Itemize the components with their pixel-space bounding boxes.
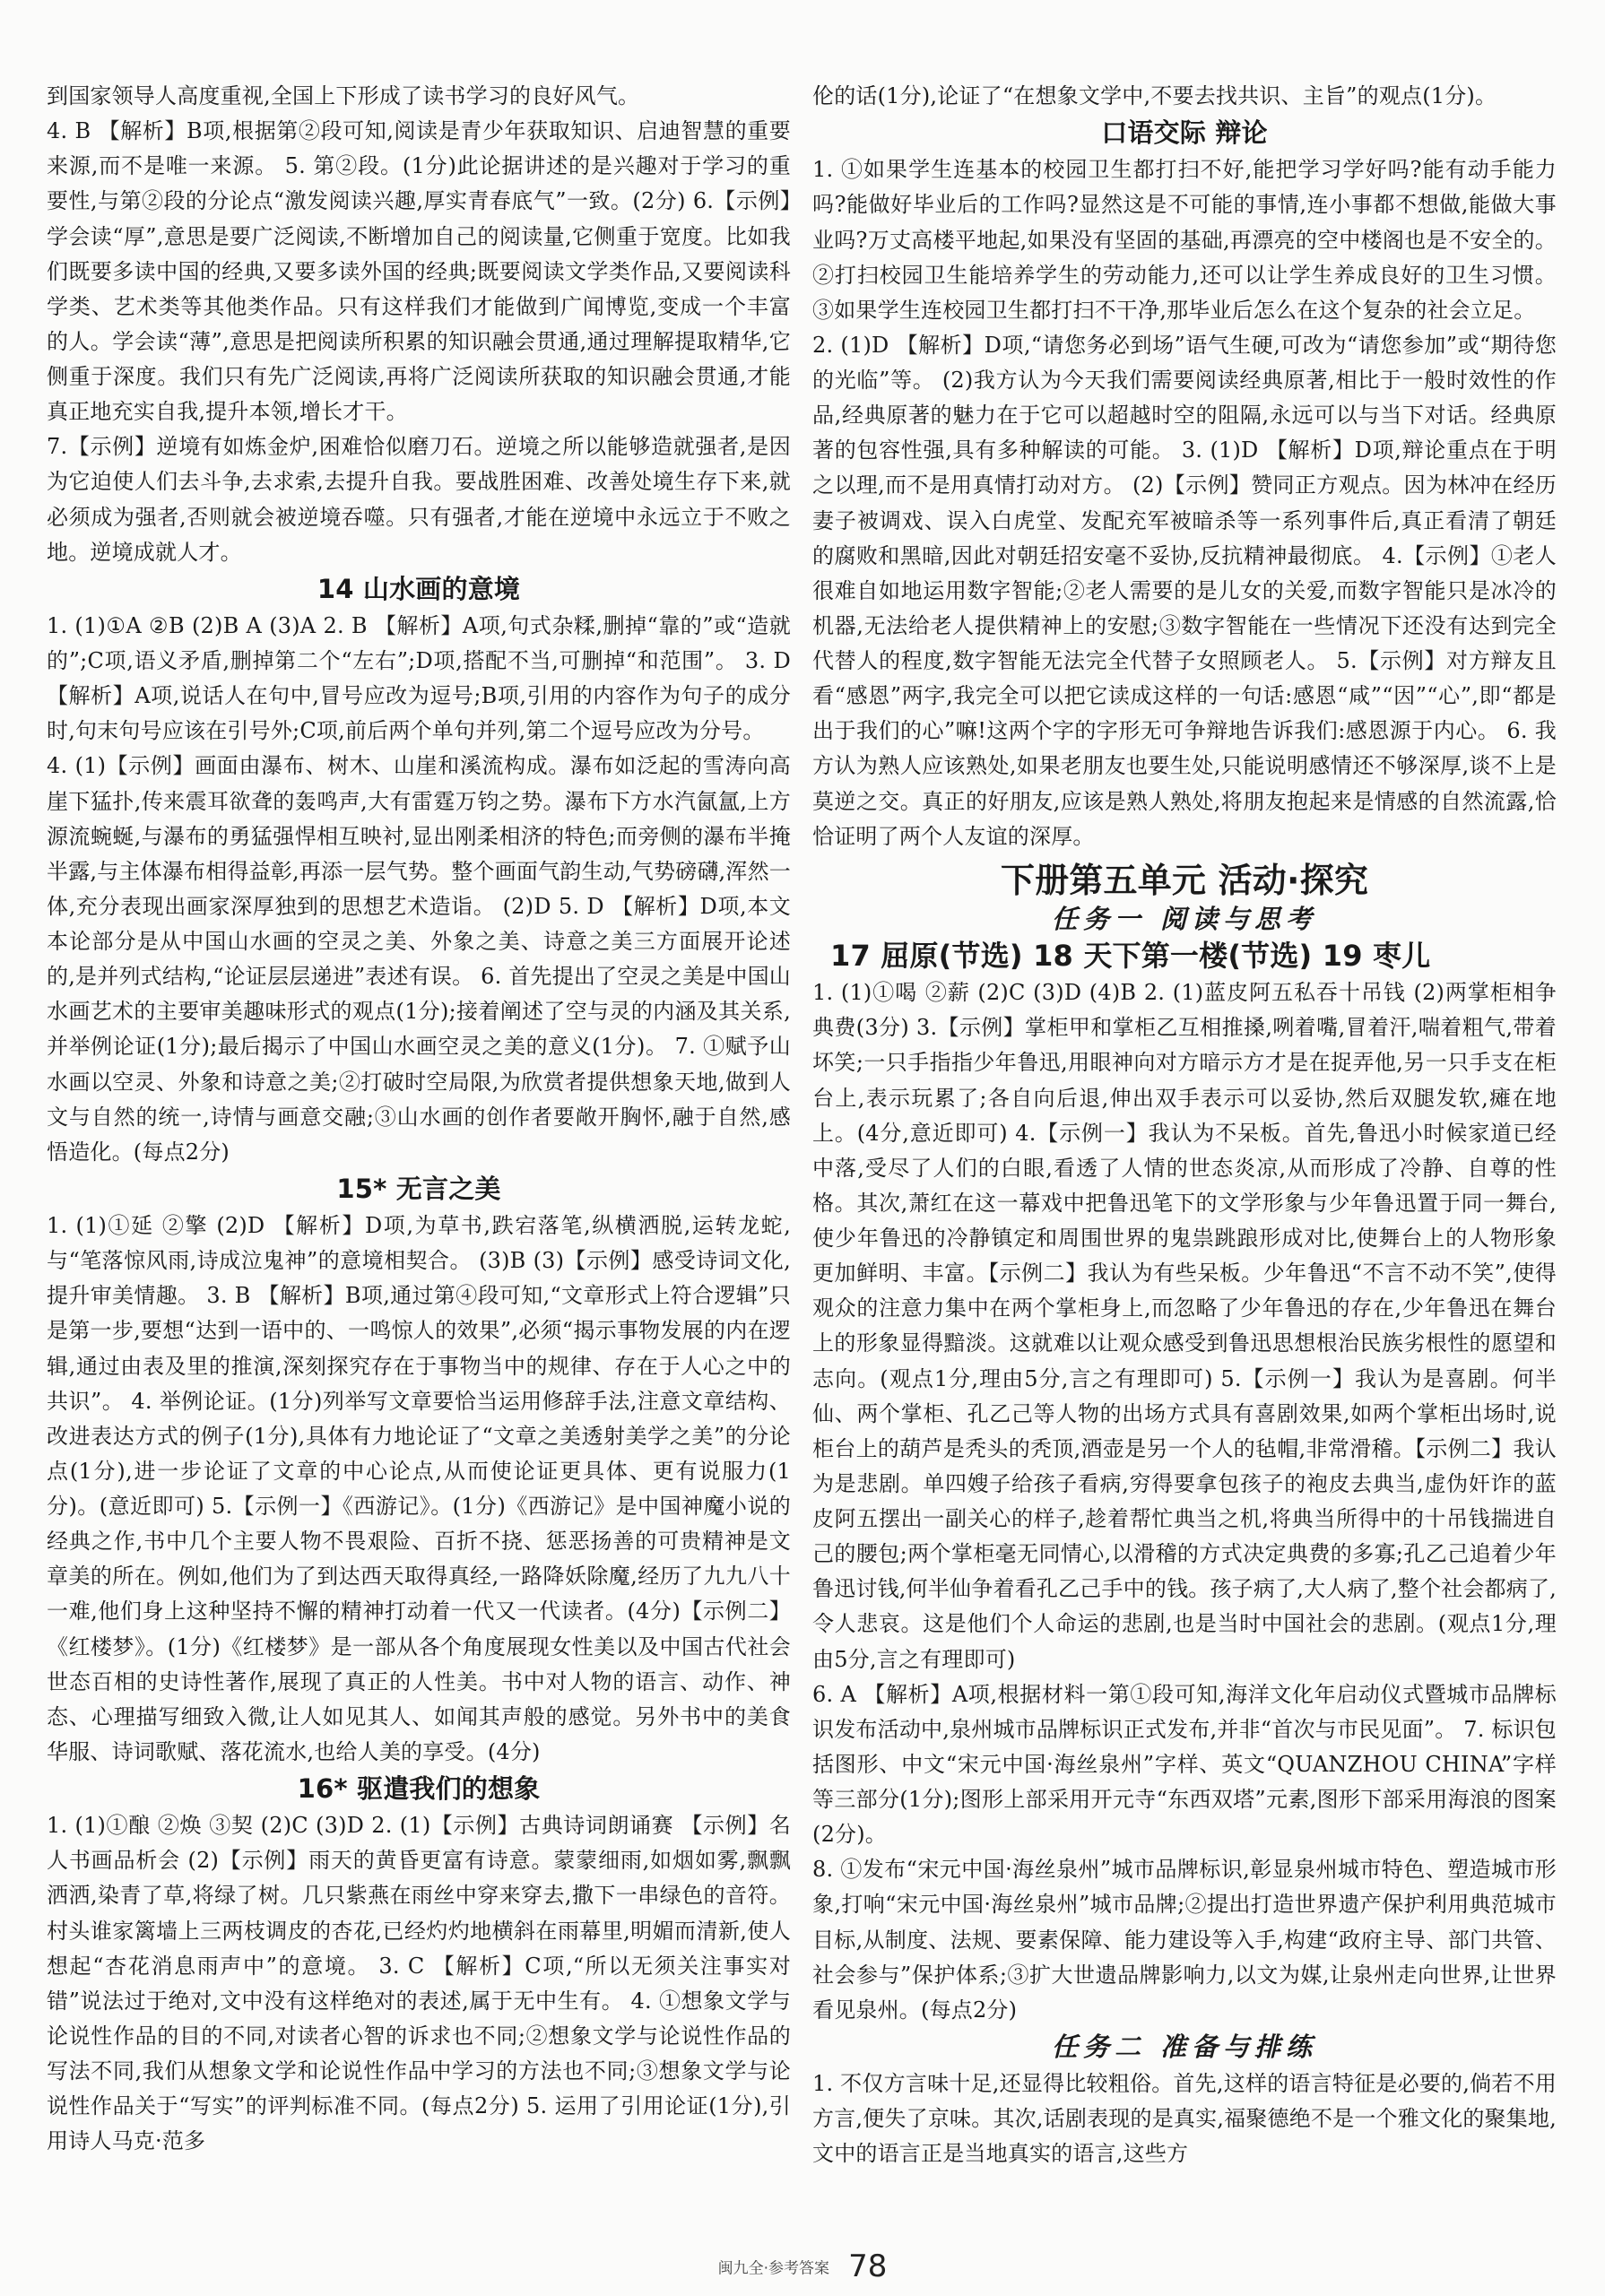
paragraph: 4. (1)【示例】画面由瀑布、树木、山崖和溪流构成。瀑布如泛起的雪涛向高崖下猛扑,传来震耳欲聋的轰鸣声,大有雷霆万钧之势。瀑布下方水汽氤氲,上方源流蜿蜒,与瀑布的勇猛强悍相互映衬,显出刚柔相济的特色;而旁侧的瀑布半掩半露,与主体瀑布相得益彰,再添一层气势。整个画面气韵生动,气势磅礴,浑然一体,充分表现出画家深厚独到的思想艺术造诣。 (2)D 5. D 【解析】D项,本文本论部分是从中国山水画的空灵之美、外象之美、诗意之美三方面展开论述的,是并列式结构,“论证层层递进”表述有误。 6. 首先提出了空灵之美是中国山水画艺术的主要审美趣味形式的观点(1分);接着阐述了空与灵的内涵及其关系,并举例论证(1分);最后揭示了中国山水画空灵之美的意义(1分)。 7. ①赋予山水画以空灵、外象和诗意之美;②打破时空局限,为欣赏者提供想象天地,做到人文与自然的统一,诗情与画意交融;③山水画的创作者要敞开胸怀,融于自然,感悟造化。(每点2分) (47, 753, 791, 1165)
paragraph: 到国家领导人高度重视,全国上下形成了读书学习的良好风气。 (47, 83, 640, 108)
paragraph: 4. B 【解析】B项,根据第②段可知,阅读是青少年获取知识、启迪智慧的重要来源,而不是唯一来源。 5. 第②段。(1分)此论据讲述的是兴趣对于学习的重要性,与第②段的分论点“激发阅读兴趣,厚实青春底气”一致。(2分) 6.【示例】学会读“厚”,意思是要广泛阅读,不断增加自己的阅读量,它侧重于宽度。比如我们既要多读中国的经典,又要多读外国的经典;既要阅读文学类作品,又要阅读科学类、艺术类等其他类作品。只有这样我们才能做到广闻博览,变成一个丰富的人。学会读“薄”,意思是把阅读所积累的知识融会贯通,通过理解提取精华,它侧重于深度。我们只有先广泛阅读,再将广泛阅读所获取的知识融会贯通,才能真正地充实自我,提升本领,增长才干。 (47, 118, 791, 425)
paragraph: 6. A 【解析】A项,根据材料一第①段可知,海洋文化年启动仪式暨城市品牌标识发布活动中,泉州城市品牌标识正式发布,并非“首次与市民见面”。 7. 标识包括图形、中文“宋元中国·海丝泉州”字样、英文“QUANZHOU CHINA”字样等三部分(1分);图形上部采用开元寺“东西双塔”元素,图形下部采用海浪的图案(2分)。 (812, 1681, 1557, 1848)
paragraph: 1. (1)①A ②B (2)B A (3)A 2. B 【解析】A项,句式杂糅,删掉“靠的”或“造就的”;C项,语义矛盾,删掉第二个“左右”;D项,搭配不当,可删掉“和范围”。 3. D 【解析】A项,说话人在句中,冒号应改为逗号;B项,引用的内容作为句子的成分时,句末句号应该在引号外;C项,前后两个单句并列,第二个逗号应改为分号。 (47, 612, 791, 744)
paragraph: 1. (1)①延 ②擎 (2)D 【解析】D项,为草书,跌宕落笔,纵横洒脱,运转龙蛇,与“笔落惊风雨,诗成泣鬼神”的意境相契合。 (3)B (3)【示例】感受诗词文化,提升审美情趣。 3. B 【解析】B项,通过第④段可知,“文章形式上符合逻辑”只是第一步,要想“达到一语中的、一鸣惊人的效果”,必须“揭示事物发展的内在逻辑,通过由表及里的推演,深刻探究存在于事物当中的规律、存在于人心之中的共识”。 4. 举例论证。(1分)列举写文章要恰当运用修辞手法,注意文章结构、改进表达方式的例子(1分),具体有力地论证了“文章之美透射美学之美”的分论点(1分),进一步论证了文章的中心论点,从而使论证更具体、更有说服力(1分)。(意近即可) 5.【示例一】《西游记》。(1分)《西游记》是中国神魔小说的经典之作,书中几个主要人物不畏艰险、百折不挠、惩恶扬善的可贵精神是文章美的所在。例如,他们为了到达西天取得真经,一路降妖除魔,经历了九九八十一难,他们身上这种坚持不懈的精神打动着一代又一代读者。(4分)【示例二】《红楼梦》。(1分)《红楼梦》是一部从各个角度展现女性美以及中国古代社会世态百相的史诗性著作,展现了真正的人性美。书中对人物的语言、动作、神态、心理描写细致入微,让人如见其人、如闻其声般的感觉。另外书中的美食华服、诗词歌赋、落花流水,也给人美的享受。(4分) (47, 1213, 791, 1764)
paragraph: 1. ①如果学生连基本的校园卫生都打扫不好,能把学习学好吗?能有动手能力吗?能做好毕业后的工作吗?显然这是不可能的事情,连小事都不想做,能做大事业吗?万丈高楼平地起,如果没有坚固的基础,再漂亮的空中楼阁也是不安全的。 ②打扫校园卫生能培养学生的劳动能力,还可以让学生养成良好的卫生习惯。 ③如果学生连校园卫生都打扫不干净,那毕业后怎么在这个复杂的社会立足。 (812, 157, 1557, 323)
task-two-heading: 任务二 准备与排练 (1051, 2031, 1318, 2062)
oral-communication-heading: 口语交际 辩论 (1101, 117, 1268, 149)
paragraph: 伦的话(1分),论证了“在想象文学中,不要去找共识、主旨”的观点(1分)。 (812, 83, 1497, 108)
lesson-heading-16: 16* 驱遣我们的想象 (297, 1773, 541, 1804)
paragraph: 7.【示例】逆境有如炼金炉,困难恰似磨刀石。逆境之所以能够造就强者,是因为它迫使人们去斗争,去求索,去提升自我。要战胜困难、改善处境生存下来,就必须成为强者,否则就会被逆境吞噬。只有强者,才能在逆境中永远立于不败之地。逆境成就人才。 (47, 434, 791, 565)
right-column (812, 79, 1557, 2171)
paragraph: 1. (1)①酿 ②焕 ③契 (2)C (3)D 2. (1)【示例】古典诗词朗诵赛 【示例】名人书画品析会 (2)【示例】雨天的黄昏更富有诗意。蒙蒙细雨,如烟如雾,飘飘洒洒,染青了草,将绿了树。几只紫燕在雨丝中穿来穿去,撒下一串绿色的音符。村头谁家篱墙上三两枝调皮的杏花,已经灼灼地横斜在雨幕里,明媚而清新,使人想起“杏花消息雨声中”的意境。 3. C 【解析】C项,“所以无须关注事实对错”说法过于绝对,文中没有这样绝对的表述,属于无中生有。 4. ①想象文学与论说性作品的目的不同,对读者心智的诉求也不同;②想象文学与论说性作品的写法不同,我们从想象文学和论说性作品中学习的方法也不同;③想象文学与论说性作品关于“写实”的评判标准不同。(每点2分) 5. 运用了引用论证(1分),引用诗人马克·范多 (47, 1813, 791, 2154)
footer-source: 闽九全·参考答案 (717, 2259, 830, 2278)
paragraph: 2. (1)D 【解析】D项,“请您务必到场”语气生硬,可改为“请您参加”或“期待您的光临”等。 (2)我方认为今天我们需要阅读经典原著,相比于一般时效性的作品,经典原著的魅力在于它可以超越时空的阻隔,永远可以与当下对话。经典原著的包容性强,具有多种解读的可能。 3. (1)D 【解析】D项,辩论重点在于明之以理,而不是用真情打动对方。 (2)【示例】赞同正方观点。因为林冲在经历妻子被调戏、误入白虎堂、发配充军被暗杀等一系列事件后,真正看清了朝廷的腐败和黑暗,因此对朝廷招安毫不妥协,反抗精神最彻底。 4.【示例】①老人很难自如地运用数字智能;②老人需要的是儿女的关爱,而数字智能只是冰冷的机器,无法给老人提供精神上的安慰;③数字智能在一些情况下还没有达到完全代替人的程度,数字智能无法完全代替子女照顾老人。 5.【示例】对方辩友且看“感恩”两字,我完全可以把它读成这样的一句话:感恩“咸”“因”“心”,即“都是出于我们的心”嘛!这两个字的字形无可争辩地告诉我们:感恩源于内心。 6. 我方认为熟人应该熟处,如果老朋友也要生处,只能说明感情还不够深厚,谈不上是莫逆之交。真正的好朋友,应该是熟人熟处,将朋友抱起来是情感的自然流露,恰恰证明了两个人友谊的深厚。 (812, 332, 1557, 849)
page-footer (0, 2248, 1605, 2284)
task-one-heading: 任务一 阅读与思考 (1051, 903, 1318, 934)
left-column (47, 79, 791, 2159)
page-number: 78 (848, 2248, 888, 2284)
unit-heading: 下册第五单元 活动·探究 (1000, 860, 1369, 900)
paragraph: 8. ①发布“宋元中国·海丝泉州”城市品牌标识,彰显泉州城市特色、塑造城市形象,打响“宋元中国·海丝泉州”城市品牌;②提出打造世界遗产保护利用典范城市目标,从制度、法规、要素保障、能力建设等入手,构建“政府主导、部门共管、社会参与”保护体系;③扩大世遗品牌影响力,以文为媒,让泉州走向世界,让世界看见泉州。(每点2分) (812, 1857, 1557, 2023)
lesson-heading-14: 14 山水画的意境 (317, 573, 521, 604)
lessons-17-19-heading: 17 屈原(节选) 18 天下第一楼(节选) 19 枣儿 (830, 939, 1431, 973)
paragraph: 1. (1)①喝 ②薪 (2)C (3)D (4)B 2. (1)蓝皮阿五私吞十吊钱 (2)两掌柜相争典费(3分) 3.【示例】掌柜甲和掌柜乙互相推搡,咧着嘴,冒着汗,喘着粗气,带着坏笑;一只手指指少年鲁迅,用眼神向对方暗示方才是在捉弄他,另一只手支在柜台上,表示玩累了;各自向后退,伸出双手表示可以妥协,然后双腿发软,瘫在地上。(4分,意近即可) 4.【示例一】我认为不呆板。首先,鲁迅小时候家道已经中落,受尽了人们的白眼,看透了人情的世态炎凉,从而形成了冷静、自尊的性格。其次,萧红在这一幕戏中把鲁迅笔下的文学形象与少年鲁迅置于同一舞台,使少年鲁迅的冷静镇定和周围世界的鬼祟跳踉形成对比,使舞台上的人物形象更加鲜明、丰富。【示例二】我认为有些呆板。少年鲁迅“不言不动不笑”,使得观众的注意力集中在两个掌柜身上,而忽略了少年鲁迅的存在,少年鲁迅在舞台上的形象显得黯淡。这就难以让观众感受到鲁迅思想根治民族劣根性的愿望和志向。(观点1分,理由5分,言之有理即可) 5.【示例一】我认为是喜剧。何半仙、两个掌柜、孔乙己等人物的出场方式具有喜剧效果,如两个掌柜出场时,说柜台上的葫芦是秃头的秃顶,酒壶是另一个人的毡帽,非常滑稽。【示例二】我认为是悲剧。单四嫂子给孩子看病,穷得要拿包孩子的袍皮去典当,虚伪奸诈的蓝皮阿五摆出一副关心的样子,趁着帮忙典当之机,将典当所得中的十吊钱揣进自己的腰包;两个掌柜毫无同情心,以滑稽的方式决定典费的多寡;孔乙己追着少年鲁迅讨钱,何半仙争着看孔乙己手中的钱。孩子病了,大人病了,整个社会都病了,令人悲哀。这是他们个人命运的悲剧,也是当时中国社会的悲剧。(观点1分,理由5分,言之有理即可) (812, 980, 1557, 1672)
paragraph: 1. 不仅方言味十足,还显得比较粗俗。首先,这样的语言特征是必要的,倘若不用方言,便失了京味。其次,话剧表现的是真实,福聚德绝不是一个雅文化的聚集地,文中的语言正是当地真实的语言,这些方 (812, 2071, 1557, 2167)
lesson-heading-15: 15* 无言之美 (336, 1173, 501, 1204)
